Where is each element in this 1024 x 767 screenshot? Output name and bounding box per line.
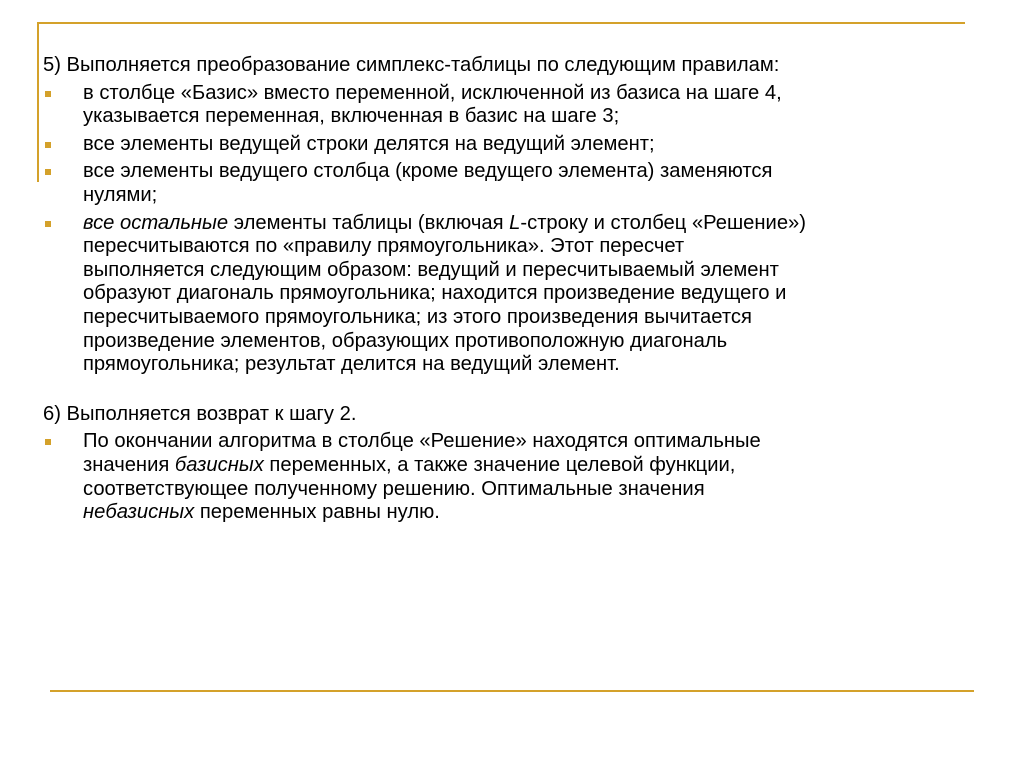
text-fragment: -строку и столбец «Решение»): [520, 211, 807, 234]
list-item-text: образуют диагональ прямоугольника; находится произведение ведущего и: [83, 282, 787, 305]
list-item: [43, 212, 978, 377]
list-item: [43, 82, 978, 129]
text-fragment: значения: [83, 453, 175, 476]
top-rule: [37, 22, 965, 24]
list-item-text: соответствующее полученному решению. Оптимальные значения: [83, 477, 705, 500]
list-item-text: указывается переменная, включенная в базис на шаге 3;: [83, 105, 620, 128]
list-item-text: прямоугольника; результат делится на ведущий элемент.: [83, 353, 620, 376]
list-item-text: [83, 212, 978, 236]
slide-content: [43, 54, 978, 529]
italic-text: небазисных: [83, 501, 195, 524]
list-item-text: произведение элементов, образующих противоположную диагональ: [83, 329, 728, 352]
step-6-list: [43, 430, 978, 524]
square-bullet-icon: [45, 91, 51, 97]
list-item-text: в столбце «Базис» вместо переменной, исключенной из базиса на шаге 4,: [83, 81, 782, 104]
list-item-text: пересчитываются по «правилу прямоугольника». Этот пересчет: [83, 235, 685, 258]
list-item-text: нулями;: [83, 183, 158, 206]
list-item: [43, 430, 978, 524]
list-item: [43, 160, 978, 207]
list-item: [43, 133, 978, 157]
italic-text: все остальные: [83, 211, 229, 234]
bottom-rule: [50, 690, 974, 692]
square-bullet-icon: [45, 169, 51, 175]
text-fragment: переменных равны нулю.: [194, 501, 440, 524]
text-fragment: переменных, а также значение целевой функции,: [263, 453, 736, 476]
list-item-text: пересчитываемого прямоугольника; из этого произведения вычитается: [83, 305, 752, 328]
italic-text: базисных: [174, 453, 264, 476]
step-6-heading: 6) Выполняется возврат к шагу 2.: [43, 402, 357, 425]
list-item-text: все элементы ведущей строки делятся на ведущий элемент;: [83, 132, 655, 155]
left-rule: [37, 22, 39, 182]
step-5-heading: 5) Выполняется преобразование симплекс-таблицы по следующим правилам:: [43, 54, 780, 76]
square-bullet-icon: [45, 221, 51, 227]
square-bullet-icon: [45, 439, 51, 445]
list-item-text: [83, 454, 978, 478]
step-5-list: [43, 82, 978, 377]
list-item-text: По окончании алгоритма в столбце «Решение» находятся оптимальные: [83, 430, 761, 453]
square-bullet-icon: [45, 142, 51, 148]
list-item-text: [83, 501, 978, 525]
list-item-text: все элементы ведущего столбца (кроме ведущего элемента) заменяются: [83, 160, 773, 183]
text-fragment: элементы таблицы (включая: [228, 211, 510, 234]
italic-text: L: [509, 211, 521, 234]
list-item-text: выполняется следующим образом: ведущий и пересчитываемый элемент: [83, 258, 779, 281]
